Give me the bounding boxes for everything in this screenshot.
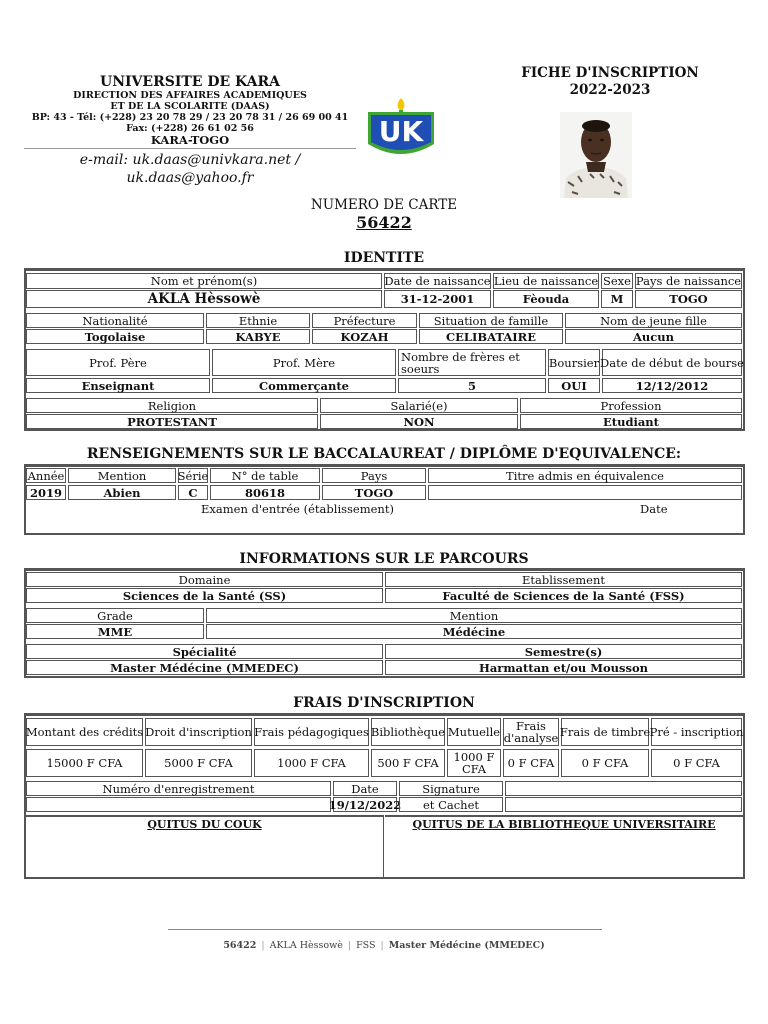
value-lieu-naissance: Fèouda bbox=[493, 290, 599, 308]
label-specialite: Spécialité bbox=[26, 644, 383, 659]
value-mention-parcours: Médécine bbox=[206, 624, 742, 639]
value-salarie: NON bbox=[320, 414, 518, 429]
label-pays-naissance: Pays de naissance bbox=[635, 274, 742, 288]
label-boursier: Boursier bbox=[548, 349, 600, 376]
label-mention-parcours: Mention bbox=[206, 608, 742, 623]
value-pays: TOGO bbox=[322, 485, 426, 500]
label-pays: Pays bbox=[322, 468, 426, 483]
value-nombre-freres: 5 bbox=[398, 378, 546, 393]
value-frais-analyse: 0 F CFA bbox=[503, 749, 559, 777]
value-ethnie: KABYE bbox=[206, 329, 310, 344]
label-exam-date: Date bbox=[640, 502, 668, 516]
footer-divider bbox=[168, 929, 602, 930]
email-line-1: e-mail: uk.daas@univkara.net / bbox=[79, 152, 301, 168]
label-date-frais: Date bbox=[333, 781, 397, 796]
label-sexe: Sexe bbox=[601, 273, 633, 289]
value-nom-jeune-fille: Aucun bbox=[565, 329, 742, 344]
value-prefecture: KOZAH bbox=[312, 329, 417, 344]
label-annee: Année bbox=[27, 468, 65, 483]
value-montant-credits: 15000 F CFA bbox=[26, 749, 143, 777]
email-line-2: uk.daas@yahoo.fr bbox=[126, 170, 254, 186]
signature-cell bbox=[505, 781, 742, 796]
direction-line-1: DIRECTION DES AFFAIRES ACADEMIQUES bbox=[73, 90, 307, 101]
logo-text: UK bbox=[378, 115, 424, 148]
value-nationalite: Togolaise bbox=[26, 329, 204, 344]
city: KARA-TOGO bbox=[150, 133, 230, 147]
label-semestre: Semestre(s) bbox=[385, 644, 742, 659]
card-number-value: 56422 bbox=[356, 213, 412, 232]
value-droit-inscription: 5000 F CFA bbox=[145, 749, 252, 777]
student-photo bbox=[560, 112, 632, 198]
cachet-cell bbox=[505, 797, 742, 812]
label-domaine: Domaine bbox=[26, 572, 383, 587]
bac-table bbox=[24, 464, 745, 535]
footer-program: Master Médécine (MMEDEC) bbox=[388, 940, 545, 951]
contact-phone: BP: 43 - Tél: (+228) 23 20 78 29 / 23 20 78 31 / 26 69 00 41 bbox=[31, 112, 349, 123]
label-cachet: et Cachet bbox=[399, 797, 503, 812]
label-serie: Série bbox=[177, 468, 209, 483]
value-serie: C bbox=[178, 485, 208, 500]
value-religion: PROTESTANT bbox=[26, 414, 318, 429]
value-semestre: Harmattan et/ou Mousson bbox=[385, 660, 742, 675]
label-religion: Religion bbox=[26, 398, 318, 413]
label-numero-enregistrement: Numéro d'enregistrement bbox=[26, 781, 331, 796]
value-titre-equivalence bbox=[428, 485, 742, 500]
value-domaine: Sciences de la Santé (SS) bbox=[26, 588, 383, 603]
value-date-bourse: 12/12/2012 bbox=[602, 378, 742, 393]
quitus-couk-label: QUITUS DU COUK bbox=[147, 818, 262, 831]
value-mutuelle: 1000 F CFA bbox=[447, 749, 501, 777]
section-title-identite: IDENTITE bbox=[343, 250, 425, 266]
value-date-naissance: 31-12-2001 bbox=[384, 290, 491, 308]
label-montant-credits: Montant des crédits bbox=[26, 718, 143, 746]
value-numero-enregistrement bbox=[26, 797, 331, 812]
value-nom: AKLA Hèssowè bbox=[26, 290, 382, 308]
contact-fax: Fax: (+228) 26 61 02 56 bbox=[126, 123, 254, 134]
label-profession: Profession bbox=[520, 398, 742, 413]
label-numero-table: N° de table bbox=[210, 468, 320, 483]
value-grade: MME bbox=[26, 624, 204, 639]
value-sexe: M bbox=[601, 290, 633, 308]
label-nationalite: Nationalité bbox=[26, 313, 204, 328]
label-situation-famille: Situation de famille bbox=[419, 313, 563, 328]
parcours-table bbox=[24, 568, 745, 678]
direction-line-2: ET DE LA SCOLARITE (DAAS) bbox=[110, 101, 270, 112]
label-prof-mere: Prof. Mère bbox=[212, 349, 396, 376]
label-salarie: Salarié(e) bbox=[320, 398, 518, 413]
academic-year: 2022-2023 bbox=[569, 82, 651, 98]
label-signature: Signature bbox=[399, 781, 503, 796]
value-specialite: Master Médécine (MMEDEC) bbox=[26, 660, 383, 675]
value-etablissement: Faculté de Sciences de la Santé (FSS) bbox=[385, 588, 742, 603]
value-situation-famille: CELIBATAIRE bbox=[419, 329, 563, 344]
label-etablissement: Etablissement bbox=[385, 572, 742, 587]
value-frais-timbre: 0 F CFA bbox=[561, 749, 649, 777]
label-droit-inscription: Droit d'inscription bbox=[145, 718, 252, 746]
footer-numero: 56422 bbox=[223, 940, 257, 951]
label-date-bourse: Date de début de bourse bbox=[602, 349, 742, 376]
identite-table bbox=[24, 268, 745, 431]
footer-faculty: FSS bbox=[356, 940, 376, 951]
university-logo bbox=[366, 98, 436, 164]
value-boursier: OUI bbox=[548, 378, 600, 393]
label-grade: Grade bbox=[26, 608, 204, 623]
label-frais-pedagogiques: Frais pédagogiques bbox=[254, 718, 369, 746]
label-date-naissance: Date de naissance bbox=[384, 274, 491, 288]
label-prof-pere: Prof. Père bbox=[26, 349, 210, 376]
value-pays-naissance: TOGO bbox=[635, 290, 742, 308]
value-annee: 2019 bbox=[26, 485, 66, 500]
university-header bbox=[20, 74, 360, 187]
label-nom-jeune-fille: Nom de jeune fille bbox=[565, 313, 742, 328]
label-titre-equivalence: Titre admis en équivalence bbox=[428, 468, 742, 483]
quitus-biblio-label: QUITUS DE LA BIBLIOTHEQUE UNIVERSITAIRE bbox=[412, 818, 716, 831]
value-mention: Abien bbox=[68, 485, 176, 500]
value-bibliotheque: 500 F CFA bbox=[371, 749, 445, 777]
label-pre-inscription: Pré - inscription bbox=[651, 718, 742, 746]
value-date-frais: 19/12/2022 bbox=[328, 797, 402, 812]
value-pre-inscription: 0 F CFA bbox=[651, 749, 742, 777]
form-title-text: FICHE D'INSCRIPTION bbox=[521, 65, 699, 81]
footer-name: AKLA Hèssowè bbox=[269, 940, 343, 951]
form-title bbox=[500, 65, 720, 99]
label-nombre-freres: Nombre de frères et soeurs bbox=[398, 349, 546, 376]
label-frais-timbre: Frais de timbre bbox=[561, 718, 649, 746]
label-prefecture: Préfecture bbox=[312, 313, 417, 328]
value-prof-mere: Commerçante bbox=[212, 378, 396, 393]
label-examen-entree: Examen d'entrée (établissement) bbox=[201, 502, 394, 516]
header-divider bbox=[24, 148, 356, 149]
value-frais-pedagogiques: 1000 F CFA bbox=[254, 749, 369, 777]
value-prof-pere: Enseignant bbox=[26, 378, 210, 393]
value-profession: Etudiant bbox=[520, 414, 742, 429]
label-mutuelle: Mutuelle bbox=[447, 718, 501, 746]
label-mention: Mention bbox=[68, 468, 176, 483]
value-numero-table: 80618 bbox=[210, 485, 320, 500]
label-bibliotheque: Bibliothèque bbox=[371, 718, 445, 746]
section-title-bac: RENSEIGNEMENTS SUR LE BACCALAUREAT / DIPLÔME D'EQUIVALENCE: bbox=[86, 446, 682, 462]
label-ethnie: Ethnie bbox=[206, 313, 310, 328]
quitus-biblio-box bbox=[385, 815, 743, 878]
section-title-parcours: INFORMATIONS SUR LE PARCOURS bbox=[239, 551, 529, 567]
label-nom: Nom et prénom(s) bbox=[26, 273, 382, 289]
frais-table bbox=[24, 713, 745, 879]
university-name: UNIVERSITE DE KARA bbox=[100, 74, 280, 90]
card-number-label: NUMERO DE CARTE bbox=[310, 197, 458, 213]
label-frais-analyse: Frais d'analyse bbox=[503, 719, 559, 745]
label-lieu-naissance: Lieu de naissance bbox=[493, 274, 599, 288]
section-title-frais: FRAIS D'INSCRIPTION bbox=[293, 695, 475, 711]
footer: 56422 | AKLA Hèssowè | FSS | Master Médécine (MMEDEC) bbox=[223, 940, 545, 951]
quitus-couk-box bbox=[26, 815, 384, 878]
